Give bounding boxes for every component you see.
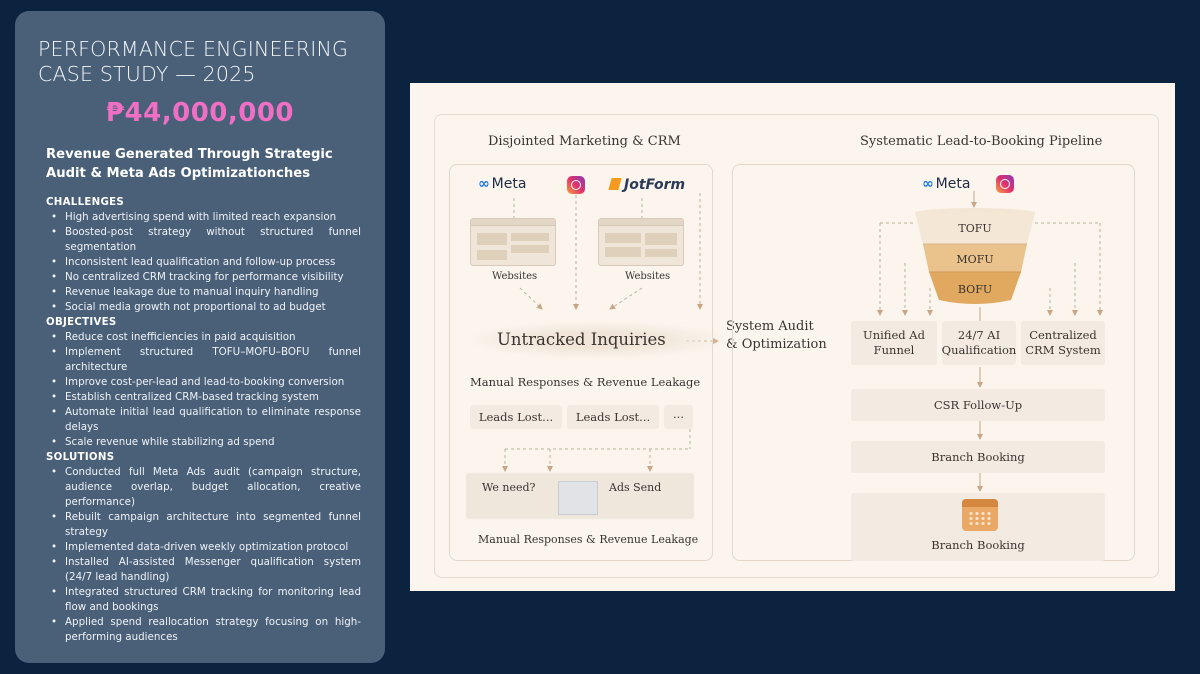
meta-infinity-icon: ∞ — [478, 176, 490, 192]
revenue-headline: Revenue Generated Through Strategic Audit & Meta Ads Optimizationches — [46, 147, 333, 181]
branch-booking-final-box: Branch Booking — [851, 493, 1105, 561]
jotform-icon — [608, 178, 621, 190]
title-line-2: CASE STUDY — 2025 — [38, 61, 256, 86]
ai-qualification-box: 24/7 AI Qualification — [942, 321, 1016, 365]
section-title: OBJECTIVES — [46, 317, 117, 329]
chat-message-text: We need? — [482, 481, 536, 494]
section-title: SOLUTIONS — [46, 452, 115, 464]
marketing-funnel — [915, 208, 1035, 308]
section-challenges — [46, 195, 361, 315]
unified-ad-funnel-box: Unified Ad Funnel — [851, 321, 937, 365]
title-line-1: PERFORMANCE ENGINEERING — [38, 37, 349, 61]
list-item: • Revenue leakage due to manual inquiry handling — [46, 285, 361, 300]
list-item: • High advertising spend with limited reach expansion — [46, 210, 361, 225]
leads-lost-box-1: Leads Lost... — [470, 405, 562, 429]
instagram-icon-right — [996, 175, 1014, 193]
instagram-icon — [567, 176, 585, 194]
audit-line-1: System Audit — [726, 319, 814, 334]
csr-follow-up-box: CSR Follow-Up — [851, 389, 1105, 421]
website-label-2: Websites — [625, 271, 671, 282]
list-item: • Reduce cost inefficiencies in paid acquisition — [46, 330, 361, 345]
branch-booking-box: Branch Booking — [851, 441, 1105, 473]
list-item: • Implemented data-driven weekly optimization protocol — [46, 540, 361, 555]
chat-screenshot-thumb — [558, 481, 598, 515]
list-item: • No centralized CRM tracking for performance visibility — [46, 270, 361, 285]
pipeline-diagram — [410, 83, 1175, 591]
jotform-logo: JotForm — [610, 177, 685, 193]
list-item: • Scale revenue while stabilizing ad spend — [46, 435, 361, 450]
list-item: • Social media growth not proportional to ad budget — [46, 300, 361, 315]
list-item: • Applied spend reallocation strategy focusing on high-performing audiences — [46, 615, 361, 645]
right-panel-header: Systematic Lead-to-Booking Pipeline — [860, 134, 1103, 149]
audit-line-2: & Optimization — [726, 336, 827, 352]
case-study-card — [15, 11, 385, 663]
list-item: • Implement structured TOFU–MOFU–BOFU funnel architecture — [46, 345, 361, 375]
leads-lost-box-2: Leads Lost... — [567, 405, 659, 429]
list-item: • Installed AI-assisted Messenger qualification system (24/7 lead handling) — [46, 555, 361, 585]
list-item: • Inconsistent lead qualification and follow-up process — [46, 255, 361, 270]
crm-system-box: Centralized CRM System — [1021, 321, 1105, 365]
meta-logo-right: ∞ Meta — [922, 176, 971, 192]
section-title: CHALLENGES — [46, 197, 125, 209]
manual-responses-heading: Manual Responses & Revenue Leakage — [470, 375, 701, 389]
meta-infinity-icon: ∞ — [922, 176, 934, 192]
funnel-stage-tofu: TOFU — [958, 222, 992, 235]
list-item: • Establish centralized CRM-based tracking system — [46, 390, 361, 405]
funnel-stage-bofu: BOFU — [957, 283, 993, 296]
section-objectives — [46, 315, 361, 450]
list-item: • Rebuilt campaign architecture into segmented funnel strategy — [46, 510, 361, 540]
case-study-title — [31, 37, 361, 86]
website-mockup-2 — [598, 218, 684, 266]
section-solutions — [46, 450, 361, 645]
ads-send-text: Ads Send — [609, 481, 662, 494]
untracked-inquiries: Untracked Inquiries — [472, 322, 722, 358]
list-item: • Conducted full Meta Ads audit (campaign structure, audience overlap, budget allocation, creative performance) — [46, 465, 361, 510]
list-item: • Improve cost-per-lead and lead-to-booking conversion — [46, 375, 361, 390]
funnel-stage-mofu: MOFU — [956, 253, 994, 266]
meta-logo: ∞ Meta — [478, 176, 527, 192]
list-item: • Automate initial lead qualification to eliminate response delays — [46, 405, 361, 435]
website-label-1: Websites — [492, 271, 538, 282]
manual-responses-footer: Manual Responses & Revenue Leakage — [478, 533, 699, 546]
left-panel-header: Disjointed Marketing & CRM — [488, 134, 681, 149]
calendar-icon — [962, 499, 998, 531]
list-item: • Integrated structured CRM tracking for monitoring lead flow and bookings — [46, 585, 361, 615]
website-mockup-1 — [470, 218, 556, 266]
list-item: • Boosted-post strategy without structured funnel segmentation — [46, 225, 361, 255]
revenue-amount: ₱44,000,000 — [105, 98, 295, 129]
case-study-sections — [31, 195, 361, 645]
more-box: ··· — [664, 405, 693, 429]
